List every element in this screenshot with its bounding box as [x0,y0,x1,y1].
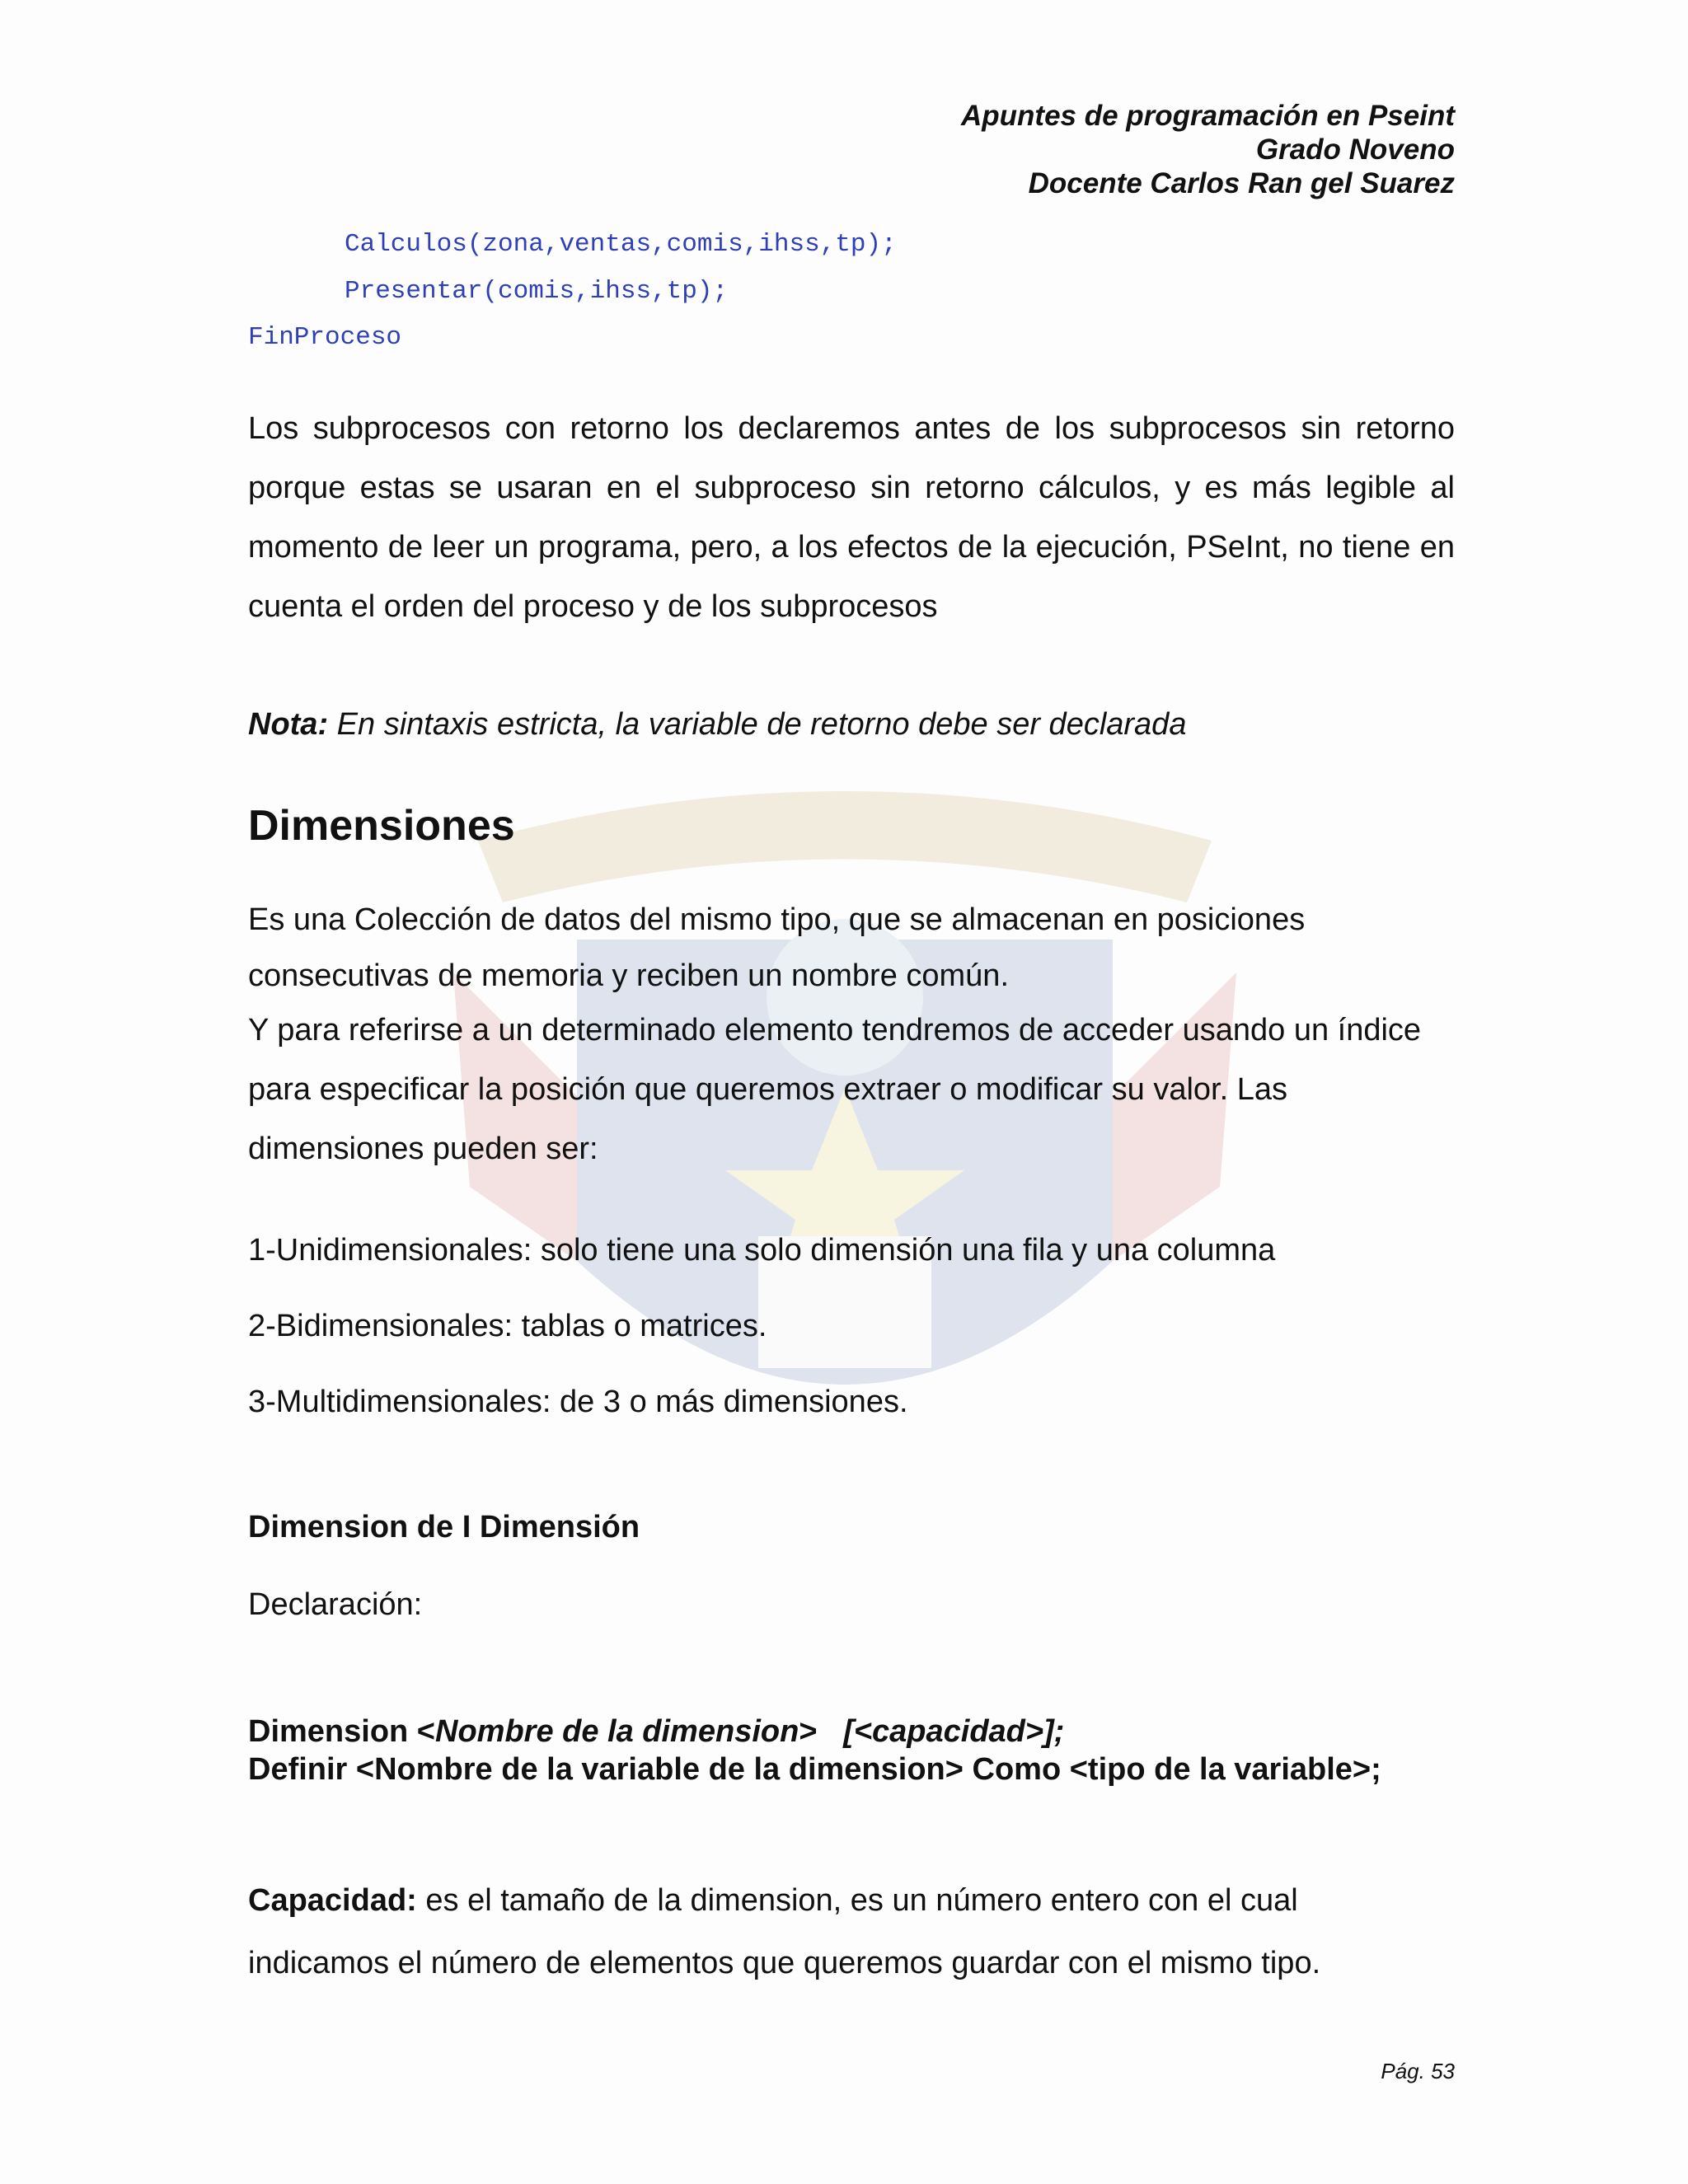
header-teacher: Docente Carlos Ran gel Suarez [1028,167,1455,199]
declaracion-label: Declaración: [248,1587,423,1622]
code-line-finproceso: FinProceso [248,323,402,352]
syntax-dimension-keyword: Dimension < [248,1714,435,1749]
capacidad-label: Capacidad: [248,1883,417,1918]
syntax-dimension-semicolon: ; [1053,1714,1065,1749]
code-line-calculos: Calculos(zona,ventas,comis,ihss,tp); [345,230,897,259]
dimensiones-definition: Es una Colección de datos del mismo tipo, que se almacenan en posiciones consecutivas de memoria y reciben un nombre común. [248,902,1306,993]
paragraph-subprocesos: Los subprocesos con retorno los declaremos antes de los subprocesos sin retorno porque estas se usaran en el subproceso sin retorno cálculos, y es más legible al momento de leer un programa, pero, a los efectos de la ejecución, PSeInt, no tiene en cuenta el orden del proceso y de los subprocesos [248,411,1455,624]
list-item-multidimensionales: 3-Multidimensionales: de 3 o más dimensiones. [248,1385,908,1419]
syntax-definir: Definir <Nombre de la variable de la dimension> Como <tipo de la variable>; [248,1752,1381,1787]
syntax-dimension [248,1713,1455,1750]
subsection-title: Dimension de I Dimensión [248,1510,640,1544]
header-grade: Grado Noveno [1255,134,1455,166]
list-item-unidimensionales: 1-Unidimensionales: solo tiene una solo dimensión una fila y una columna [248,1233,1276,1268]
header-title: Apuntes de programación en Pseint [961,100,1455,132]
dimensiones-description: Y para referirse a un determinado elemento tendremos de acceder usando un índice para especificar la posición que queremos extraer o modificar su valor. Las dimensiones pueden ser: [248,1013,1422,1166]
note-label: Nota: [248,707,329,742]
syntax-dimension-close: > [799,1714,844,1749]
page-number: Pág. 53 [1381,2059,1455,2083]
capacidad-paragraph [248,1869,1427,1994]
list-item-bidimensionales: 2-Bidimensionales: tablas o matrices. [248,1309,767,1343]
syntax-dimension-name: Nombre de la dimension [435,1714,799,1749]
note-text: En sintaxis estricta, la variable de retorno debe ser declarada [328,707,1187,742]
syntax-dimension-capacity: [<capacidad>] [843,1714,1054,1749]
capacidad-text: es el tamaño de la dimension, es un número entero con el cual indicamos el número de elementos que queremos guardar con el mismo tipo. [248,1883,1321,1980]
page-header [961,99,1455,200]
note [248,707,1455,743]
section-title: Dimensiones [248,802,515,850]
code-line-presentar: Presentar(comis,ihss,tp); [345,277,729,306]
